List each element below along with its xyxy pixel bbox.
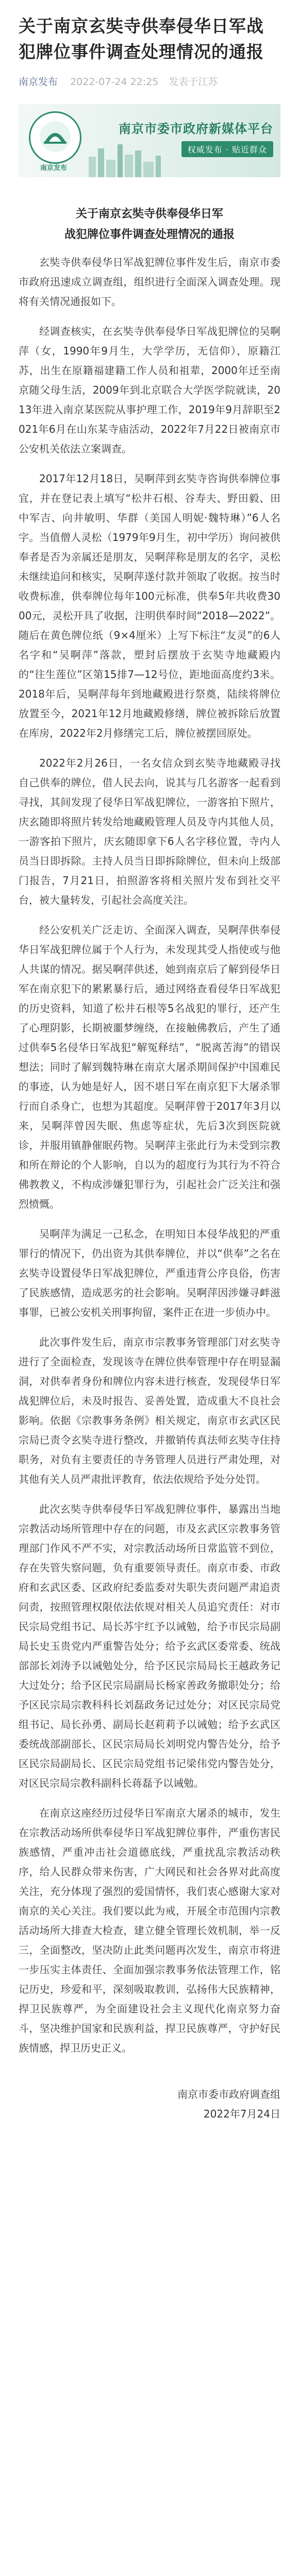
paragraph-6: 吴啊萍为满足一己私念，在明知日本侵华战犯的严重罪行的情况下，仍出资为其供奉牌位，并以“供奉”之名在玄奘寺设置侵华日军战犯牌位，严重违背公序良俗，伤害了民族感情，造成恶劣的社会影响。吴啊萍因涉嫌寻衅滋事罪，已被公安机关刑事拘留，案件正在进一步侦办中。: [19, 1228, 280, 1318]
signature-block: [19, 2084, 280, 2124]
document-title: [19, 204, 280, 245]
document-title-line-1: 关于南京玄奘寺供奉侵华日军: [75, 208, 223, 221]
logo-text: 南京发布: [40, 164, 67, 172]
paragraph-2: 经调查核实，在玄奘寺供奉侵华日军战犯牌位的吴啊萍（女，1990年9月生，大学学历，无信仰），原籍江苏，出生在原籍福建籍工作人员和祖辈，2000年迁至南京随父母生活，2009年到北京联合大学医学院就读，2013年进入南京某医院从事护理工作，2019年9月辞职至2021年6月在山东某寺庙活动，2022年7月22日被南京市公安机关依法立案调查。: [19, 325, 280, 455]
header-banner-image: [19, 104, 280, 177]
platform-name: 南京市委市政府新媒体平台: [119, 122, 273, 136]
nanjing-release-logo: [29, 111, 81, 164]
paragraph-8: 此次玄奘寺供奉侵华日军战犯牌位事件，暴露出当地宗教活动场所管理中存在的问题，市及玄武区宗教事务管理部门作风不严不实，对宗教活动场所日常监管不到位，存在失管失察问题，负有重要领导责任。南京市委、市政府和玄武区委、区政府纪委监委对失职失责问题严肃追责问责，按照管理权限依法依规对相关人员追究责任：对市民宗局党组书记、局长苏宇红予以诫勉，给予市民宗局副局长史玉贵党内严重警告处分；给予玄武区委常委、统战部部长刘涛予以诫勉处分，给予区民宗局局长王越政务记大过处分；给予区民宗局副局长杨家善政务撤职处分；给予区民宗局宗教科科长刘磊政务记过处分；对区民宗局党组书记、局长孙勇、副局长赵莉莉予以诫勉；给予玄武区委统战部副部长、区民宗局局长刘明党内警告处分，给予区民宗局副局长、区民宗局党组书记梁伟党内警告处分，对区民宗局宗教科副科长蒋磊予以诫勉。: [19, 1503, 280, 1789]
publish-location: 发表于江苏: [169, 76, 218, 88]
paragraph-1: 玄奘寺供奉侵华日军战犯牌位事件发生后，南京市委市政府迅速成立调查组，组织进行全面深入调查处理。现将有关情况通报如下。: [19, 256, 280, 308]
paragraph-4: 2022年2月26日，一名女信众到玄奘寺地藏殿寻找自己供奉的牌位，借人民去向，说其与几名游客一起看到寻找，其间发现了侵华日军战犯牌位，一游客拍下照片，庆玄随即将照片转发给地藏殿管理人员及寺内其他人员，一游客拍下照片，庆玄随即拿下6人名字移位置，寺内人员当日即拆除。主持人员当日即拆除牌位，但未向上级部门报告，7月21日，拍照游客将相关照片发布到社交平台，被大量转发，引起社会高度关注。: [19, 757, 280, 906]
logo-emblem-icon: [38, 119, 73, 154]
paragraph-9: 在南京这座经历过侵华日军南京大屠杀的城市，发生在宗教活动场所供奉侵华日军战犯牌位事件，严重伤害民族感情，严重冲击社会道德底线，严重扰乱宗教活动秩序，给人民群众带来伤害，广大网民和社会各界对此高度关注，充分体现了强烈的爱国情怀，我们衷心感谢大家对南京的关心关注。我们要以此为戒，开展全市范围内宗教活动场所大排查大检查，建立健全管理长效机制，举一反三，全面整改，坚决防止此类问题再次发生，南京市将进一步压实主体责任、全面加强宗教事务依法管理工作，铭记历史，珍爱和平，深刻吸取教训，弘扬伟大民族精神，捍卫民族尊严，为全面建设社会主义现代化南京努力奋斗，坚决维护国家和民族利益，捍卫民族尊严，守护好民族情感，捍卫历史正义。: [19, 1807, 280, 2054]
article-title: 关于南京玄奘寺供奉侵华日军战犯牌位事件调查处理情况的通报: [19, 16, 264, 62]
platform-slogan: 权威发布 · 贴近群众: [181, 141, 273, 157]
city-skyline-icon: [86, 141, 163, 177]
publish-time: 2022-07-24 22:25: [70, 76, 159, 88]
article-container: [0, 13, 299, 2124]
article-meta: [19, 74, 280, 90]
paragraph-7: 此次事件发生后，南京市宗教事务管理部门对玄奘寺进行了全面检查，发现该寺在牌位供奉管理中存在明显漏洞，对供奉者身份和牌位内容未进行核查，发现侵华日军战犯牌位后，未及时报告、妥善处置，造成重大不良社会影响。依据《宗教事务条例》相关规定，南京市玄武区民宗局已责令玄奘寺进行整改，并撤销传真法师玄奘寺住持职务，对负有主要责任的寺务管理人员进行严肃处理，对其他有关人员严肃批评教育，依法依规给予处分处罚。: [19, 1336, 280, 1485]
paragraph-5: 经公安机关广泛走访、全面深入调查，吴啊萍供奉侵华日军战犯牌位属于个人行为，未发现其受人指使或与他人共谋的情况。据吴啊萍供述，她到南京后了解到侵华日军在南京犯下的累累暴行后，通过网络查看侵华日军战犯的历史资料，知道了松井石根等5名战犯的罪行，还产生了心理阴影，长期被噩梦缠绕，在接触佛教后，产生了通过供奉5名侵华日军战犯“解冤释结”，“脱离苦海”的错误想法；同时了解到魏特琳在南京大屠杀期间保护中国难民的事迹，认为她是好人，因不堪日军在南京犯下大屠杀罪行而自杀身亡，也想为其超度。吴啊萍曾于2017年3月以来，吴啊萍曾因失眠、焦虑等症状，先后3次到医院就诊，并服用镇静催眠药物。吴啊萍主张此行为未受到宗教和所在辩论的个人影响，自以为的超度行为其行为不符合佛教教义，不构成涉嫌犯罪行为，引起社会广泛关注和强烈愤慨。: [19, 924, 280, 1210]
signature-organization: 南京市委市政府调查组: [177, 2088, 280, 2100]
account-name-link[interactable]: 南京发布: [19, 76, 58, 88]
signature-date: 2022年7月24日: [203, 2108, 280, 2120]
paragraph-3: 2017年12月18日，吴啊萍到玄奘寺咨询供奉牌位事宜，并在登记表上填写“松井石根、谷寿夫、野田毅、田中军吉、向井敏明、华群（美国人明妮·魏特琳）”6人名字。当值僧人灵松（1979年9月生，初中学历）询问被供奉者是否为亲属还是朋友，吴啊萍称是朋友的名字，灵松未继续追问和核实，吴啊萍遂付款并领取了收据。按当时收费标准，供奉牌位每年100元标准，供奉5年共收费3000元，灵松开具了收据，注明供奉时间“2018—2022”。随后在黄色牌位纸（9×4厘米）上写下标注“友灵”的6人名字和“吴啊萍”落款，塑封后摆放于玄奘寺地藏殿内的“往生莲位”区第15排7—12号位，距地面高度约3米。2018年后，吴啊萍每年到地藏殿进行祭奠，陆续将牌位放置至今，2021年12月地藏殿修缮，牌位被拆除后放置在库房，2022年2月修缮完工后，牌位被摆回原处。: [19, 472, 280, 739]
document-title-line-2: 战犯牌位事件调查处理情况的通报: [64, 228, 235, 241]
